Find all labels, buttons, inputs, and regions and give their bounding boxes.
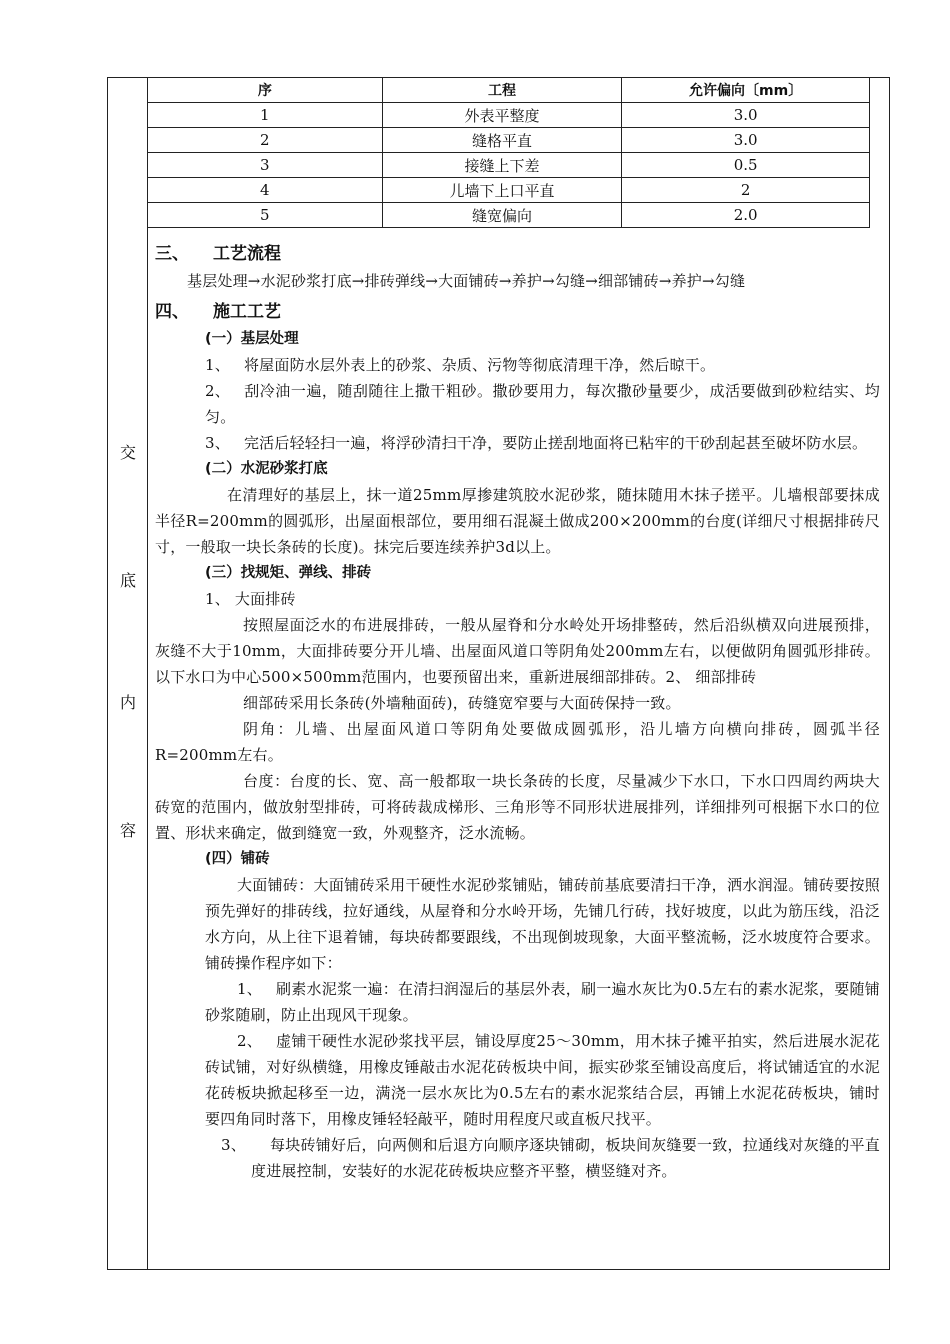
table-cell: 外表平整度 bbox=[382, 103, 622, 128]
paragraph: 按照屋面泛水的布进展排砖，一般从屋脊和分水岭处开场排整砖，然后沿纵横双向进展预排，灰缝不大于10mm，大面排砖要分开儿墙、出屋面风道口等阴角处200mm左右，以便做阴角圆弧形排砖。以下水口为中心500×500mm范围内，也要预留出来，重新进展细部排砖。2、 细部排砖 bbox=[155, 616, 880, 686]
table-row bbox=[148, 153, 870, 178]
list-item bbox=[155, 430, 880, 456]
tolerance-table bbox=[147, 77, 870, 228]
table-cell: 儿墙下上口平直 bbox=[382, 178, 622, 203]
column-divider bbox=[147, 77, 148, 1270]
section-number: 四、 bbox=[155, 302, 189, 322]
table-cell: 5 bbox=[148, 203, 383, 228]
subheading: 1、 大面排砖 bbox=[205, 590, 296, 608]
section-number: 三、 bbox=[155, 244, 189, 264]
side-label-char: 交 bbox=[119, 443, 136, 462]
table-cell: 3.0 bbox=[622, 103, 870, 128]
subsection-title: (二）水泥砂浆打底 bbox=[205, 461, 328, 477]
table-cell: 缝格平直 bbox=[382, 128, 622, 153]
table-cell: 1 bbox=[148, 103, 383, 128]
subsection-title: (一）基层处理 bbox=[205, 331, 299, 347]
document-body bbox=[155, 240, 880, 1184]
paragraph: 在清理好的基层上，抹一道25mm厚掺建筑胶水泥砂浆，随抹随用木抹子搓平。儿墙根部要抹成半径R=200mm的圆弧形，出屋面根部位，要用细石混凝土做成200×200mm的台度(详细尺寸根据排砖尺寸，一般取一块长条砖的长度)。抹完后要连续养护3d以上。 bbox=[155, 486, 880, 556]
table-cell: 2 bbox=[148, 128, 383, 153]
table-cell: 接缝上下差 bbox=[382, 153, 622, 178]
table-header-row bbox=[148, 78, 870, 103]
list-item bbox=[155, 378, 880, 430]
table-row bbox=[148, 203, 870, 228]
paragraph: 阴角：儿墙、出屋面风道口等阴角处要做成圆弧形，沿儿墙方向横向排砖，圆弧半径R=200mm左右。 bbox=[155, 720, 880, 764]
table-cell: 3 bbox=[148, 153, 383, 178]
side-label-char: 容 bbox=[119, 821, 136, 840]
list-item bbox=[155, 1028, 880, 1132]
table-cell: 3.0 bbox=[622, 128, 870, 153]
side-label-char: 内 bbox=[119, 693, 136, 712]
item-number: 2、 bbox=[237, 1032, 262, 1050]
item-text: 将屋面防水层外表上的砂浆、杂质、污物等彻底清理干净，然后晾干。 bbox=[239, 356, 716, 374]
side-label-char: 底 bbox=[119, 571, 136, 590]
section-heading bbox=[155, 298, 880, 326]
item-text: 刮冷油一遍，随刮随往上撒干粗砂。撒砂要用力，每次撒砂量要少，成活要做到砂粒结实、均匀。 bbox=[205, 382, 880, 426]
table-header: 工程 bbox=[382, 78, 622, 103]
table-row bbox=[148, 178, 870, 203]
table-row bbox=[148, 128, 870, 153]
table-cell: 缝宽偏向 bbox=[382, 203, 622, 228]
list-item bbox=[155, 976, 880, 1028]
process-flow: 基层处理→水泥砂浆打底→排砖弹线→大面铺砖→养护→勾缝→细部铺砖→养护→勾缝 bbox=[187, 272, 746, 290]
item-text: 每块砖铺好后，向两侧和后退方向顺序逐块铺砌，板块间灰缝要一致，拉通线对灰缝的平直度进展控制，安装好的水泥花砖板块应整齐平整，横竖缝对齐。 bbox=[251, 1136, 880, 1180]
item-number: 3、 bbox=[221, 1136, 246, 1154]
table-row bbox=[148, 103, 870, 128]
subsection-title: (三）找规矩、弹线、排砖 bbox=[205, 565, 372, 581]
paragraph: 细部砖采用长条砖(外墙釉面砖)，砖缝宽窄要与大面砖保持一致。 bbox=[243, 694, 681, 712]
list-item bbox=[155, 1132, 880, 1184]
table-cell: 4 bbox=[148, 178, 383, 203]
section-title: 工艺流程 bbox=[213, 244, 281, 264]
item-text: 虚铺干硬性水泥砂浆找平层，铺设厚度25～30mm，用木抹子摊平拍实，然后进展水泥花砖试铺，对好纵横缝，用橡皮锤敲击水泥花砖板块中间，振实砂浆至铺设高度后，将试铺适宜的水泥花砖板块掀起移至一边，满浇一层水灰比为0.5左右的素水泥浆结合层，再铺上水泥花砖板块，铺时要四角同时落下，用橡皮锤轻轻敲平，随时用程度尺或直板尺找平。 bbox=[205, 1032, 880, 1128]
table-cell: 2 bbox=[622, 178, 870, 203]
paragraph: 台度：台度的长、宽、高一般都取一块长条砖的长度，尽量减少下水口，下水口四周约两块大砖宽的范围内，做放射型排砖，可将砖裁成梯形、三角形等不同形状进展排列，详细排列可根据下水口的位置、形状来确定，做到缝宽一致，外观整齐，泛水流畅。 bbox=[155, 772, 880, 842]
item-number: 3、 bbox=[205, 434, 230, 452]
item-text: 刷素水泥浆一遍：在清扫润湿后的基层外表，刷一遍水灰比为0.5左右的素水泥浆，要随铺砂浆随刷，防止出现风干现象。 bbox=[205, 980, 880, 1024]
item-number: 1、 bbox=[205, 356, 230, 374]
section-heading bbox=[155, 240, 880, 268]
list-item bbox=[155, 352, 880, 378]
section-title: 施工工艺 bbox=[213, 302, 281, 322]
table-cell: 2.0 bbox=[622, 203, 870, 228]
paragraph: 大面铺砖：大面铺砖采用干硬性水泥砂浆铺贴，铺砖前基底要清扫干净，洒水润湿。铺砖要按照预先弹好的排砖线，拉好通线，从屋脊和分水岭开场，先铺几行砖，找好坡度，以此为筋压线，沿泛水方向，从上往下退着铺，每块砖都要跟线，不出现倒坡现象，大面平整流畅，泛水坡度符合要求。铺砖操作程序如下： bbox=[205, 876, 880, 972]
subsection-title: (四）铺砖 bbox=[205, 851, 270, 867]
item-number: 1、 bbox=[237, 980, 262, 998]
table-header: 序 bbox=[148, 78, 383, 103]
item-number: 2、 bbox=[205, 382, 230, 400]
item-text: 完活后轻轻扫一遍，将浮砂清扫干净，要防止搓刮地面将已粘牢的干砂刮起甚至破坏防水层。 bbox=[239, 434, 868, 452]
table-header: 允许偏向〔mm〕 bbox=[622, 78, 870, 103]
table-cell: 0.5 bbox=[622, 153, 870, 178]
